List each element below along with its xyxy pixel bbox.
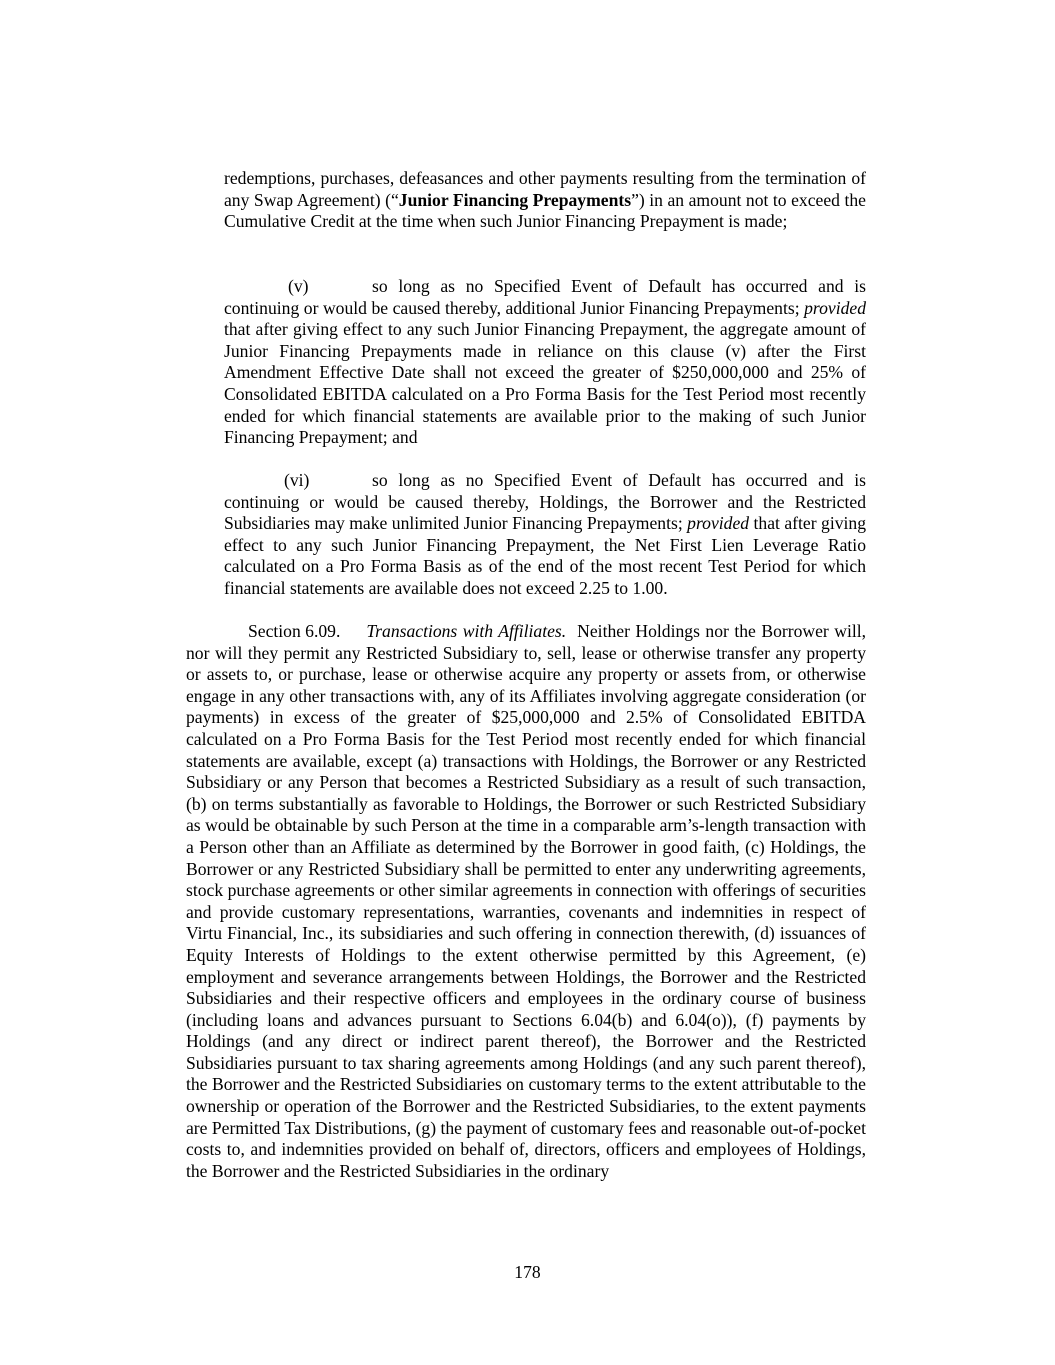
clause-v-proviso: provided bbox=[804, 297, 866, 318]
clause-vi-proviso: provided bbox=[687, 513, 750, 534]
clause-vi-number: (vi) bbox=[284, 470, 310, 490]
section-number: Section 6.09. bbox=[248, 621, 341, 641]
clause-vi-text-b: that after giving effect to any such Junior Financing Prepayment, the Net First Lien Leverage Ratio calculated on a Pro Forma Basis as of the end of the most recent Test Period for which financial statements are available does not exceed 2.25 to 1.00. bbox=[224, 513, 867, 598]
clause-v-text-a: so long as no Specified Event of Default has occurred and is continuing or would be caused thereby, additional Junior Financing Prepayments; bbox=[224, 276, 866, 318]
clause-vi-text-a: so long as no Specified Event of Default has occurred and is continuing or would be caused thereby, Holdings, the Borrower and the Restricted Subsidiaries may make unlimited Junior Financing Prepayments; bbox=[224, 470, 866, 534]
clause-v-number: (v) bbox=[288, 276, 309, 296]
section-6-09 bbox=[186, 621, 866, 1182]
paragraph-continuation bbox=[224, 168, 866, 233]
section-body: Neither Holdings nor the Borrower will, nor will they permit any Restricted Subsidiary to, sell, lease or otherwise transfer any property or assets to, or purchase, lease or otherwise acquire any property or assets from, or otherwise engage in any other transactions with, any of its Affiliates involving aggregate consideration (or payments) in excess of the greater of $25,000,000 and 2.5% of Consolidated EBITDA calculated on a Pro Forma Basis for the Test Period most recently ended for which financial statements are available, except (a) transactions with Holdings, the Borrower or any Restricted Subsidiary or any Person that becomes a Restricted Subsidiary as a result of such transaction, (b) on terms substantially as favorable to Holdings, the Borrower or such Restricted Subsidiary as would be obtainable by such Person at the time in a comparable arm’s-length transaction with a Person other than an Affiliate as determined by the Borrower in good faith, (c) Holdings, the Borrower or any Restricted Subsidiary shall be permitted to enter any underwriting agreements, stock purchase agreements or other similar agreements in connection with offerings of securities and provide customary representations, warranties, covenants and indemnities in respect of Virtu Financial, Inc., its subsidiaries and such offering in connection therewith, (d) issuances of Equity Interests of Holdings to the extent otherwise permitted by this Agreement, (e) employment and severance arrangements between Holdings, the Borrower and the Restricted Subsidiaries and their respective officers and employees in the ordinary course of business (including loans and advances pursuant to Sections 6.04(b) and 6.04(o)), (f) payments by Holdings (and any direct or indirect parent thereof), the Borrower and the Restricted Subsidiaries pursuant to tax sharing agreements among Holdings (and any such parent thereof), the Borrower and the Restricted Subsidiaries on customary terms to the extent attributable to the ownership or operation of the Borrower and the Restricted Subsidiaries, to the extent payments are Permitted Tax Distributions, (g) the payment of customary fees and reasonable out-of-pocket costs to, and indemnities provided on behalf of, directors, officers and employees of Holdings, the Borrower and the Restricted Subsidiaries in the ordinary bbox=[186, 621, 867, 1181]
clause-v-text-b: that after giving effect to any such Junior Financing Prepayment, the aggregate amount of Junior Financing Prepayments made in reliance on this clause (v) after the First Amendment Effective Date shall not exceed the greater of $250,000,000 and 25% of Consolidated EBITDA calculated on a Pro Forma Basis for the Test Period most recently ended for which financial statements are available prior to the making of such Junior Financing Prepayment; and bbox=[224, 319, 866, 448]
continuation-text-b: ”) in an amount not to exceed the Cumulative Credit at the time when such Junior Financing Prepayment is made; bbox=[224, 189, 866, 232]
clause-vi bbox=[224, 470, 866, 600]
defined-term: Junior Financing Prepayments bbox=[398, 189, 632, 210]
clause-v bbox=[224, 276, 866, 449]
continuation-text-a: redemptions, purchases, defeasances and other payments resulting from the termination of any Swap Agreement) (“ bbox=[224, 168, 866, 210]
page-number: 178 bbox=[514, 1262, 541, 1282]
section-heading: Transactions with Affiliates. bbox=[366, 621, 567, 641]
